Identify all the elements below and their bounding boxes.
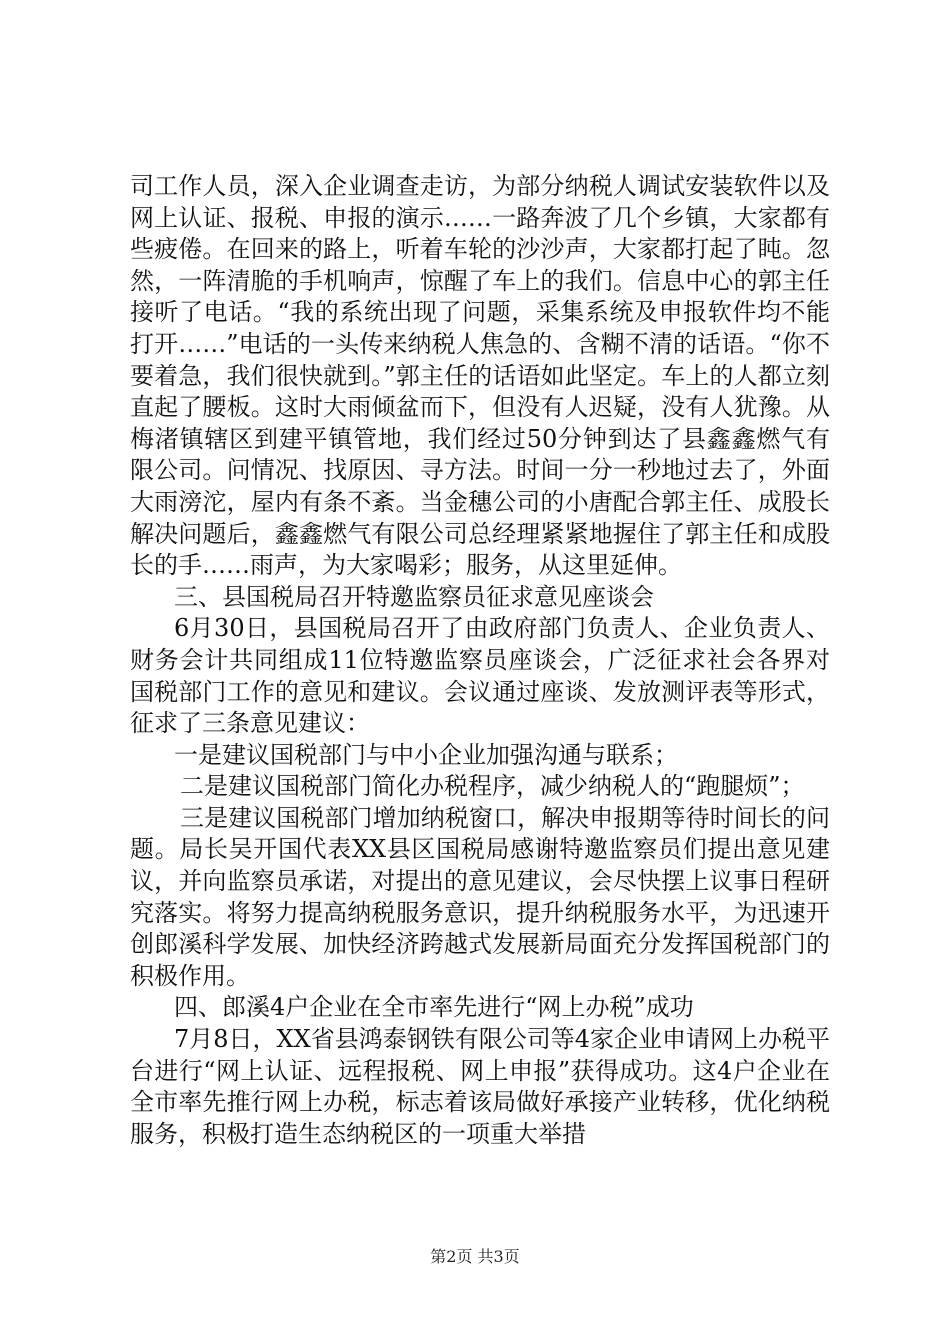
- section-heading-4: 四、郎溪4户企业在全市率先进行“网上办税”成功: [174, 993, 694, 1022]
- list-item-1: 一是建议国税部门与中小企业加强沟通与联系；: [174, 740, 678, 769]
- paragraph-meeting: 6月30日，县国税局召开了由政府部门负责人、企业负责人、财务会计共同组成11位特邀监察员座谈会，广泛征求社会各界对国税部门工作的意见和建议。会议通过座谈、发放测评表等形式，征求了三条意见建议：: [130, 614, 830, 738]
- list-item-2: 二是建议国税部门简化办税程序，减少纳税人的“跑腿烦”；: [180, 772, 805, 801]
- document-body: [130, 171, 830, 1150]
- list-item-3: 三是建议国税部门增加纳税窗口，解决申报期等待时间长的问题。局长吴开国代表XX县区国税局感谢特邀监察员们提出意见建议，并向监察员承诺，对提出的意见建议，会尽快摆上议事日程研究落实。将努力提高纳税服务意识，提升纳税服务水平，为迅速开创郎溪科学发展、加快经济跨越式发展新局面充分发挥国税部门的积极作用。: [130, 803, 830, 990]
- page-footer: 第2页 共3页: [430, 1247, 520, 1266]
- paragraph-online-tax: 7月8日，XX省县鸿泰钢铁有限公司等4家企业申请网上办税平台进行“网上认证、远程报税、网上申报”获得成功。这4户企业在全市率先推行网上办税，标志着该局做好承接产业转移，优化纳税服务，积极打造生态纳税区的一项重大举措: [130, 1025, 830, 1148]
- section-heading-3: 三、县国税局召开特邀监察员征求意见座谈会: [174, 582, 654, 611]
- paragraph-continuation: 司工作人员，深入企业调查走访，为部分纳税人调试安装软件以及网上认证、报税、申报的演示……一路奔波了几个乡镇，大家都有些疲倦。在回来的路上，听着车轮的沙沙声，大家都打起了盹。忽然，一阵清脆的手机响声，惊醒了车上的我们。信息中心的郭主任接听了电话。“我的系统出现了问题，采集系统及申报软件均不能打开……”电话的一头传来纳税人焦急的、含糊不清的话语。“你不要着急，我们很快就到。”郭主任的话语如此坚定。车上的人都立刻直起了腰板。这时大雨倾盆而下，但没有人迟疑，没有人犹豫。从梅渚镇辖区到建平镇管地，我们经过50分钟到达了县鑫鑫燃气有限公司。问情况、找原因、寻方法。时间一分一秒地过去了，外面大雨滂沱，屋内有条不紊。当金穗公司的小唐配合郭主任、成股长解决问题后，鑫鑫燃气有限公司总经理紧紧地握住了郭主任和成股长的手……雨声，为大家喝彩；服务，从这里延伸。: [130, 172, 830, 580]
